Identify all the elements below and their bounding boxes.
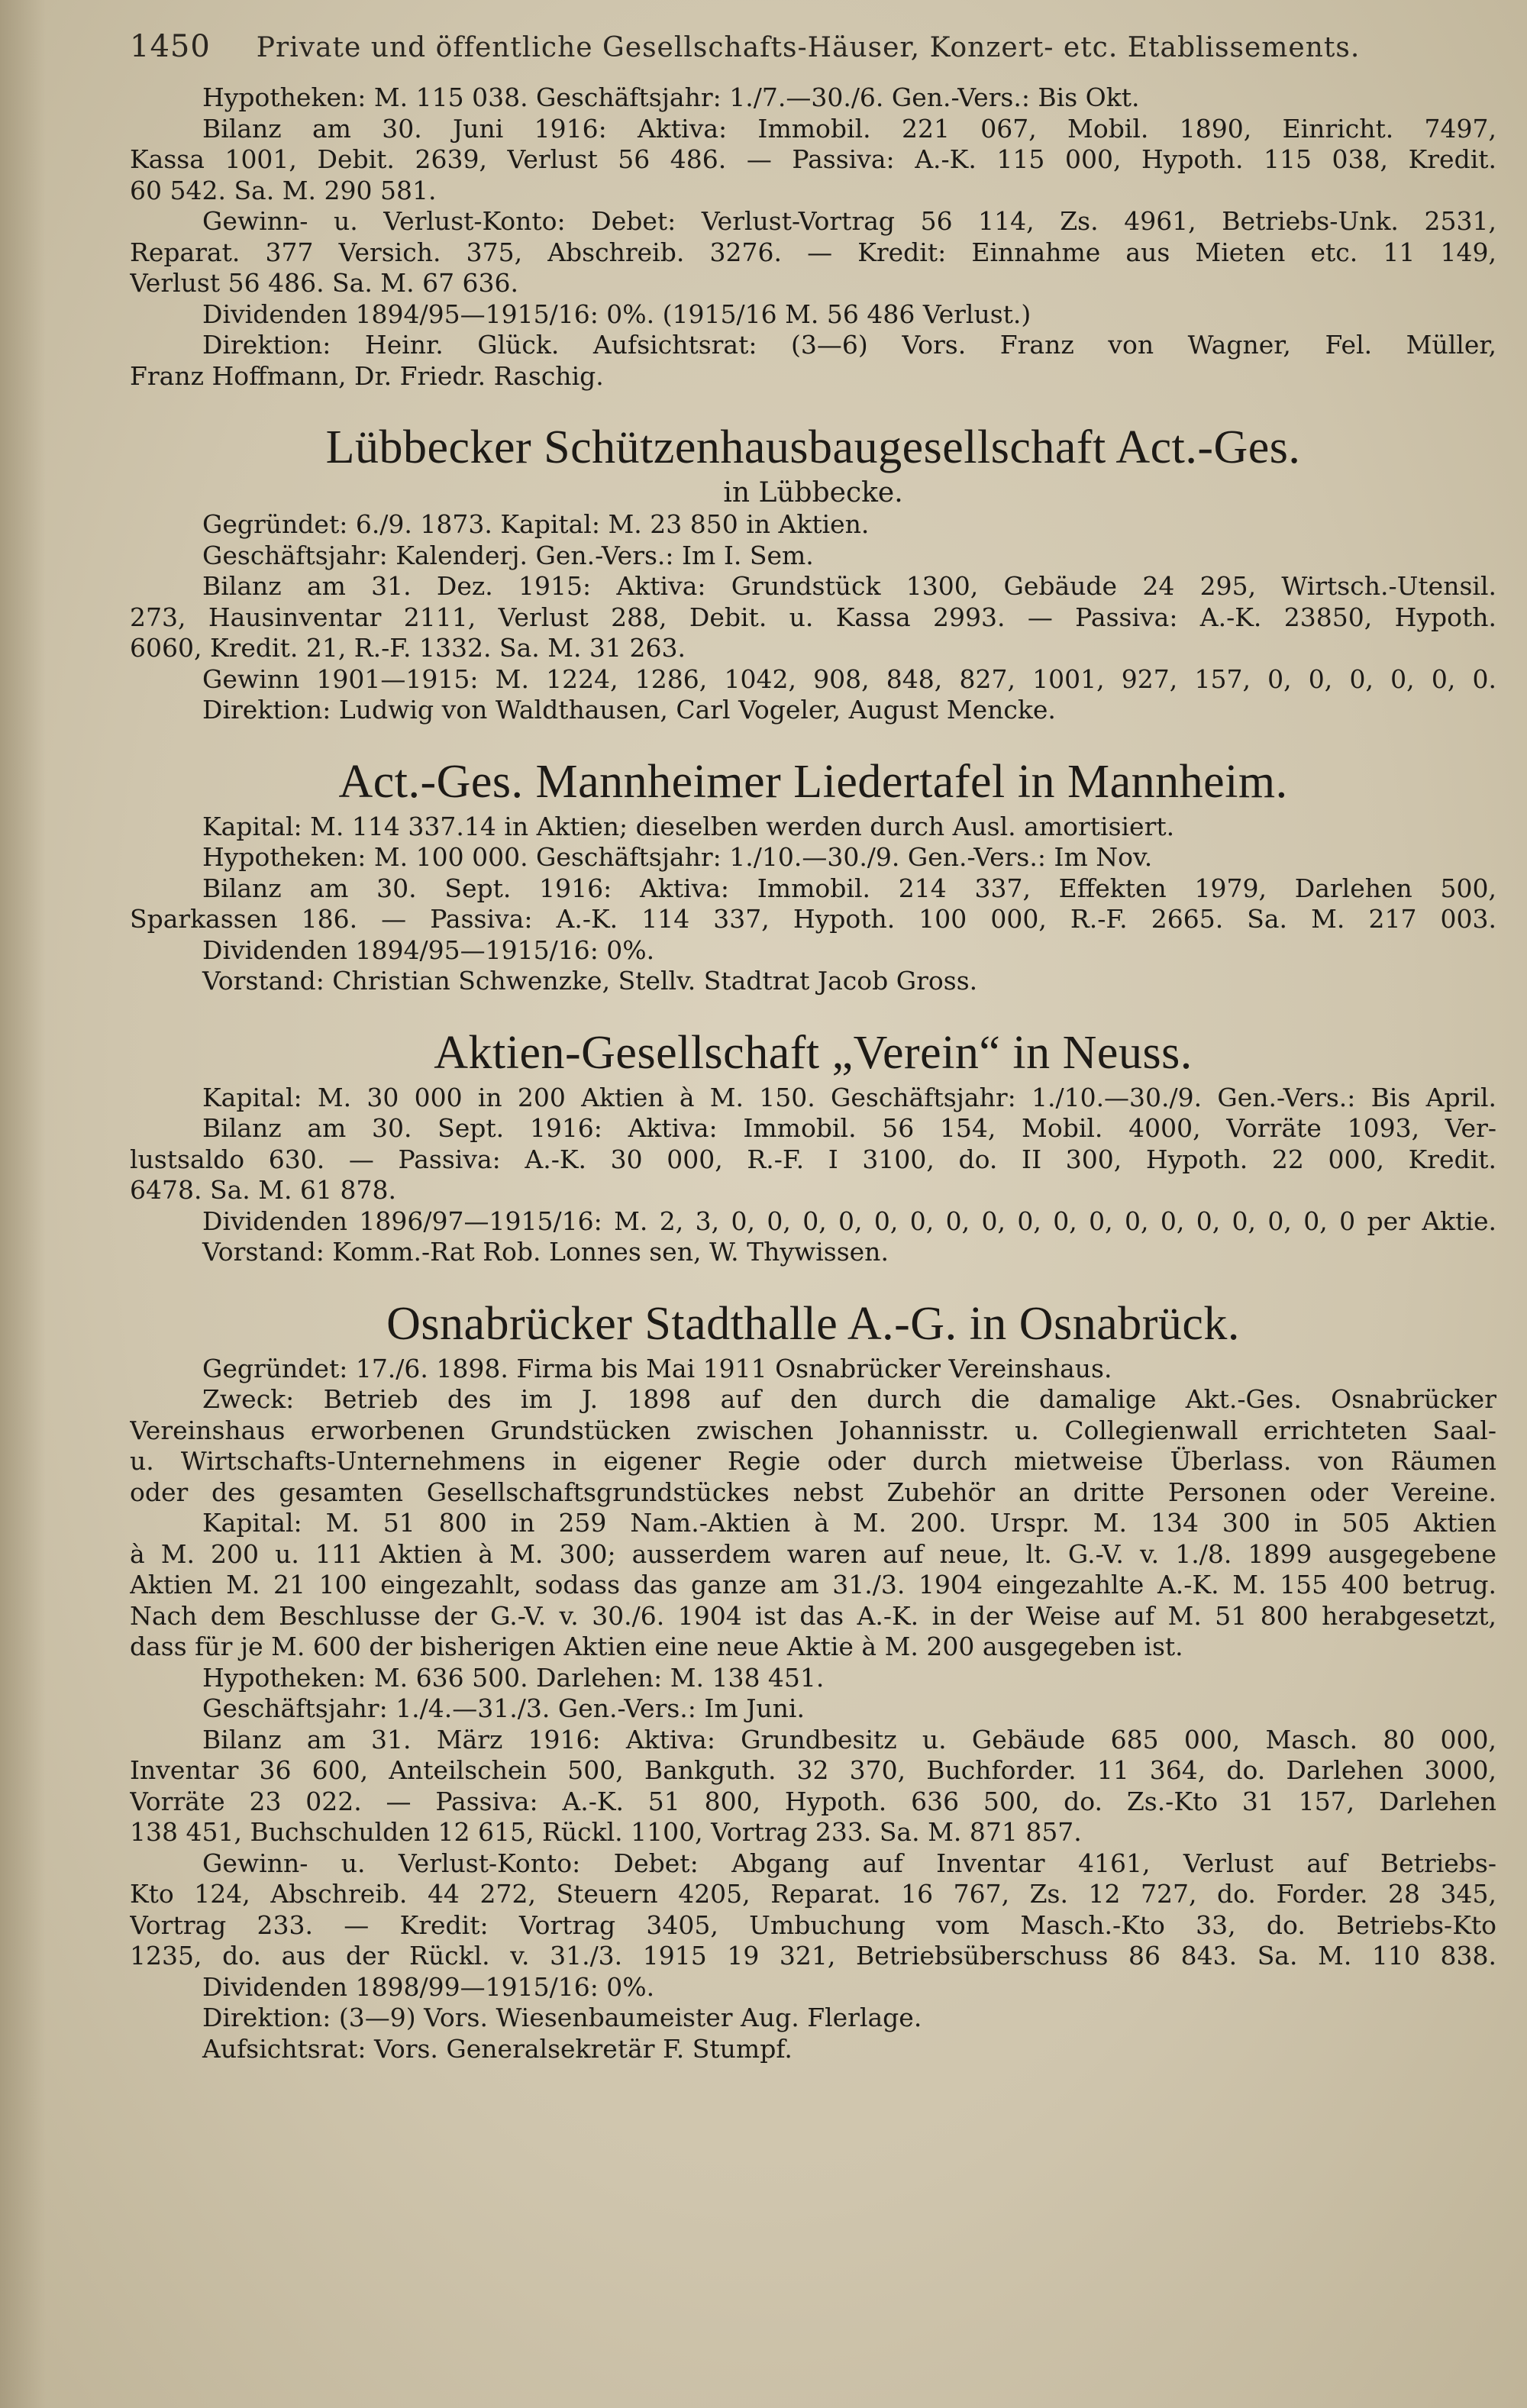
text-line: Bilanz am 31. Dez. 1915: Aktiva: Grundstück 1300, Gebäude 24 295, Wirtsch.-Utensil. xyxy=(202,571,1496,601)
text-line: Geschäftsjahr: 1./4.—31./3. Gen.-Vers.: Im Juni. xyxy=(202,1693,805,1723)
text-line: Vereinshaus erworbenen Grundstücken zwischen Johannisstr. u. Collegienwall errichteten Saal- xyxy=(130,1415,1496,1445)
text-line: Gegründet: 17./6. 1898. Firma bis Mai 1911 Osnabrücker Vereinshaus. xyxy=(202,1353,1112,1383)
text-line: 6478. Sa. M. 61 878. xyxy=(130,1175,396,1205)
text-line: Zweck: Betrieb des im J. 1898 auf den durch die damalige Akt.-Ges. Osnabrücker xyxy=(202,1384,1496,1414)
text-line: Direktion: Ludwig von Waldthausen, Carl Vogeler, August Mencke. xyxy=(202,695,1056,725)
spacer xyxy=(130,72,1496,82)
text-line: Gegründet: 6./9. 1873. Kapital: M. 23 850 in Aktien. xyxy=(202,509,870,539)
text-line: Bilanz am 30. Juni 1916: Aktiva: Immobil. 221 067, Mobil. 1890, Einricht. 7497, xyxy=(202,113,1496,144)
text-line: Direktion: (3—9) Vors. Wiesenbaumeister Aug. Flerlage. xyxy=(202,2003,922,2032)
text-line: Reparat. 377 Versich. 375, Abschreib. 3276. — Kredit: Einnahme aus Mieten etc. 11 149, xyxy=(130,237,1496,267)
text-line: Kassa 1001, Debit. 2639, Verlust 56 486. — Passiva: A.-K. 115 000, Hypoth. 115 038, Kredit. xyxy=(130,144,1496,174)
text-line: Verlust 56 486. Sa. M. 67 636. xyxy=(130,268,519,298)
text-line: Dividenden 1896/97—1915/16: M. 2, 3, 0, 0, 0, 0, 0, 0, 0, 0, 0, 0, 0, 0, 0, 0, 0, 0, 0, 0 per Aktie. xyxy=(202,1206,1496,1236)
text-line: Gewinn- u. Verlust-Konto: Debet: Abgang auf Inventar 4161, Verlust auf Betriebs- xyxy=(202,1848,1496,1878)
text-line: Hypotheken: M. 636 500. Darlehen: M. 138 451. xyxy=(202,1662,825,1693)
text-line: lustsaldo 630. — Passiva: A.-K. 30 000, R.-F. I 3100, do. II 300, Hypoth. 22 000, Kredit. xyxy=(130,1144,1496,1174)
company-entry xyxy=(130,1294,1496,2065)
text-line: Aktien M. 21 100 eingezahlt, sodass das ganze am 31./3. 1904 eingezahlte A.-K. M. 155 400 betrug. xyxy=(130,1570,1496,1599)
company-title: Aktien-Gesellschaft „Verein“ in Neuss. xyxy=(434,1026,1193,1079)
text-line: Dividenden 1894/95—1915/16: 0%. (1915/16 M. 56 486 Verlust.) xyxy=(202,299,1031,329)
text-line: 273, Hausinventar 2111, Verlust 288, Debit. u. Kassa 2993. — Passiva: A.-K. 23850, Hypoth. xyxy=(130,602,1496,632)
company-entry xyxy=(130,1023,1496,1268)
text-line: Bilanz am 30. Sept. 1916: Aktiva: Immobil. 214 337, Effekten 1979, Darlehen 500, xyxy=(202,873,1496,903)
text-line: Hypotheken: M. 115 038. Geschäftsjahr: 1./7.—30./6. Gen.-Vers.: Bis Okt. xyxy=(202,82,1140,112)
text-line: Geschäftsjahr: Kalenderj. Gen.-Vers.: Im I. Sem. xyxy=(202,540,814,570)
text-line: 60 542. Sa. M. 290 581. xyxy=(130,175,437,205)
text-line: à M. 200 u. 111 Aktien à M. 300; ausserdem waren auf neue, lt. G.-V. v. 1./8. 1899 ausgegebene xyxy=(130,1538,1496,1569)
page-fold-shadow xyxy=(0,0,46,2408)
text-line: u. Wirtschafts-Unternehmens in eigener Regie oder durch mietweise Überlass. von Räumen xyxy=(130,1446,1496,1476)
text-line: Dividenden 1898/99—1915/16: 0%. xyxy=(202,1971,655,2002)
text-line: Kapital: M. 30 000 in 200 Aktien à M. 150. Geschäftsjahr: 1./10.—30./9. Gen.-Vers.: Bis April. xyxy=(202,1082,1496,1112)
text-line: Nach dem Beschlusse der G.-V. v. 30./6. 1904 ist das A.-K. in der Weise auf M. 51 800 herabgesetzt, xyxy=(130,1600,1496,1631)
text-line: 138 451, Buchschulden 12 615, Rückl. 1100, Vortrag 233. Sa. M. 871 857. xyxy=(130,1817,1082,1847)
text-line: Sparkassen 186. — Passiva: A.-K. 114 337, Hypoth. 100 000, R.-F. 2665. Sa. M. 217 003. xyxy=(130,904,1496,934)
company-title: Lübbecker Schützenhausbaugesellschaft Act.-Ges. xyxy=(325,421,1301,473)
company-location: in Lübbecke. xyxy=(723,477,903,508)
page-number: 1450 xyxy=(130,29,211,64)
text-line: Gewinn- u. Verlust-Konto: Debet: Verlust-Vortrag 56 114, Zs. 4961, Betriebs-Unk. 2531, xyxy=(202,206,1496,236)
text-line: oder des gesamten Gesellschaftsgrundstückes nebst Zubehör an dritte Personen oder Vereine. xyxy=(130,1477,1496,1507)
text-line: Kapital: M. 114 337.14 in Aktien; dieselben werden durch Ausl. amortisiert. xyxy=(202,811,1175,841)
text-line: dass für je M. 600 der bisherigen Aktien eine neue Aktie à M. 200 ausgegeben ist. xyxy=(130,1632,1183,1661)
text-line: 6060, Kredit. 21, R.-F. 1332. Sa. M. 31 263. xyxy=(130,633,686,663)
text-line: Hypotheken: M. 100 000. Geschäftsjahr: 1./10.—30./9. Gen.-Vers.: Im Nov. xyxy=(202,842,1153,872)
text-line: Bilanz am 31. März 1916: Aktiva: Grundbesitz u. Gebäude 685 000, Masch. 80 000, xyxy=(202,1724,1496,1754)
text-line: Direktion: Heinr. Glück. Aufsichtsrat: (3—6) Vors. Franz von Wagner, Fel. Müller, xyxy=(202,330,1496,360)
text-line: Kapital: M. 51 800 in 259 Nam.-Aktien à M. 200. Urspr. M. 134 300 in 505 Aktien xyxy=(202,1508,1496,1538)
text-line: Bilanz am 30. Sept. 1916: Aktiva: Immobil. 56 154, Mobil. 4000, Vorräte 1093, Ver- xyxy=(202,1113,1496,1143)
text-line: Franz Hoffmann, Dr. Friedr. Raschig. xyxy=(130,360,604,391)
text-line: Vorstand: Komm.-Rat Rob. Lonnes sen, W. Thywissen. xyxy=(202,1237,889,1267)
text-line: Aufsichtsrat: Vors. Generalsekretär F. Stumpf. xyxy=(202,2033,793,2064)
text-line: 1235, do. aus der Rückl. v. 31./3. 1915 19 321, Betriebsüberschuss 86 843. Sa. M. 110 838. xyxy=(130,1941,1496,1971)
text-line: Dividenden 1894/95—1915/16: 0%. xyxy=(202,934,655,965)
company-title: Act.-Ges. Mannheimer Liedertafel in Mannheim. xyxy=(338,755,1288,808)
entries-container xyxy=(130,72,1496,2064)
text-line: Gewinn 1901—1915: M. 1224, 1286, 1042, 908, 848, 827, 1001, 927, 157, 0, 0, 0, 0, 0, 0. xyxy=(202,663,1496,694)
text-line: Vorstand: Christian Schwenzke, Stellv. Stadtrat Jacob Gross. xyxy=(202,966,978,996)
company-title: Osnabrücker Stadthalle A.-G. in Osnabrück. xyxy=(386,1297,1240,1350)
running-title: Private und öffentliche Gesellschafts-Häuser, Konzert- etc. Etablissements. xyxy=(256,32,1361,63)
page-header xyxy=(130,29,1496,72)
company-entry xyxy=(130,418,1496,726)
text-line: Inventar 36 600, Anteilschein 500, Bankguth. 32 370, Buchforder. 11 364, do. Darlehen 3000, xyxy=(130,1755,1496,1785)
text-line: Vortrag 233. — Kredit: Vortrag 3405, Umbuchung vom Masch.-Kto 33, do. Betriebs-Kto xyxy=(130,1909,1496,1940)
company-entry xyxy=(130,752,1496,997)
text-line: Vorräte 23 022. — Passiva: A.-K. 51 800, Hypoth. 636 500, do. Zs.-Kto 31 157, Darlehen xyxy=(130,1786,1496,1816)
company-entry xyxy=(130,72,1496,392)
text-line: Kto 124, Abschreib. 44 272, Steuern 4205, Reparat. 16 767, Zs. 12 727, do. Forder. 28 345, xyxy=(130,1879,1496,1909)
